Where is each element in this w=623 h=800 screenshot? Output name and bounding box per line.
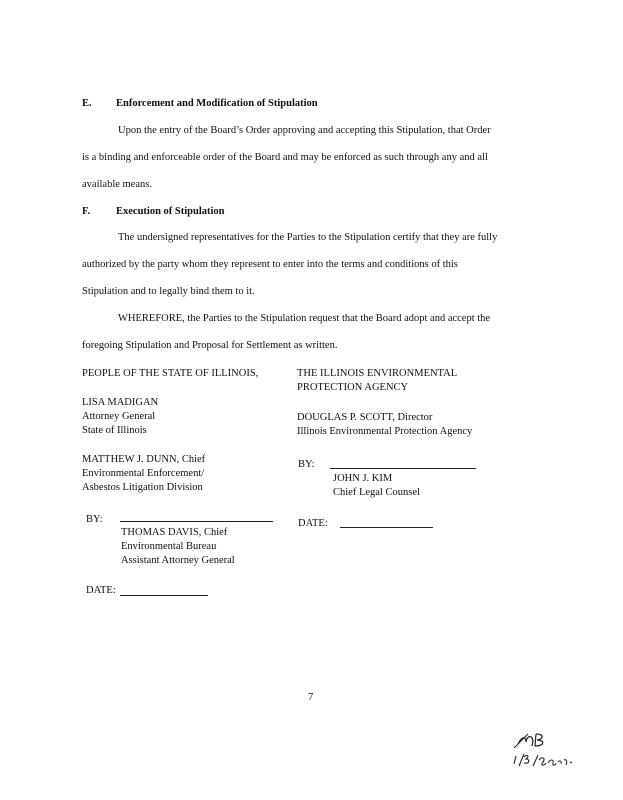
section-e-title: Enforcement and Modification of Stipulation (116, 98, 318, 109)
right-date-label: DATE: (298, 518, 328, 529)
left-official-state: State of Illinois (82, 425, 147, 436)
right-party-line-1: THE ILLINOIS ENVIRONMENTAL (297, 368, 458, 379)
left-division-line-2: Asbestos Litigation Division (82, 482, 203, 493)
right-signature-line (330, 468, 476, 469)
left-date-label: DATE: (86, 585, 116, 596)
left-signer-line-1: Environmental Bureau (121, 541, 217, 552)
section-f-title: Execution of Stipulation (116, 206, 225, 217)
section-f-line-1: The undersigned representatives for the Parties to the Stipulation certify that they are fully (118, 232, 498, 243)
left-by-label: BY: (86, 514, 103, 525)
section-e-letter: E. (82, 98, 92, 109)
wherefore-line-2: foregoing Stipulation and Proposal for Settlement as written. (82, 340, 338, 351)
right-director-agency: Illinois Environmental Protection Agency (297, 426, 473, 437)
handwriting-svg (508, 726, 588, 776)
right-signer-name: JOHN J. KIM (333, 473, 393, 484)
right-by-label: BY: (298, 459, 315, 470)
page-number: 7 (308, 692, 314, 703)
section-e-line-1: Upon the entry of the Board’s Order approving and accepting this Stipulation, that Order (118, 125, 491, 136)
left-party: PEOPLE OF THE STATE OF ILLINOIS, (82, 368, 259, 379)
left-official-name: LISA MADIGAN (82, 397, 159, 408)
handwritten-initials-mark (508, 726, 588, 776)
section-f-letter: F. (82, 206, 91, 217)
left-division-line-1: Environmental Enforcement/ (82, 468, 205, 479)
left-division-name: MATTHEW J. DUNN, Chief (82, 454, 206, 465)
wherefore-line-1: WHEREFORE, the Parties to the Stipulation request that the Board adopt and accept the (118, 313, 491, 324)
section-e-line-3: available means. (82, 179, 152, 190)
section-f-heading (82, 206, 225, 217)
right-party-line-2: PROTECTION AGENCY (297, 382, 409, 393)
right-signer-title: Chief Legal Counsel (333, 487, 420, 498)
left-signer-line-2: Assistant Attorney General (121, 555, 235, 566)
section-e-heading (82, 98, 318, 109)
section-f-line-2: authorized by the party whom they represent to enter into the terms and conditions of this (82, 259, 458, 270)
left-official-title: Attorney General (82, 411, 156, 422)
section-e-line-2: is a binding and enforceable order of the Board and may be enforced as such through any and all (82, 152, 488, 163)
section-f-line-3: Stipulation and to legally bind them to it. (82, 286, 255, 297)
left-signature-line (120, 521, 273, 522)
left-date-line (120, 595, 208, 596)
right-date-line (340, 527, 433, 528)
right-director-name: DOUGLAS P. SCOTT, Director (297, 412, 433, 423)
left-signer-name: THOMAS DAVIS, Chief (121, 527, 228, 538)
